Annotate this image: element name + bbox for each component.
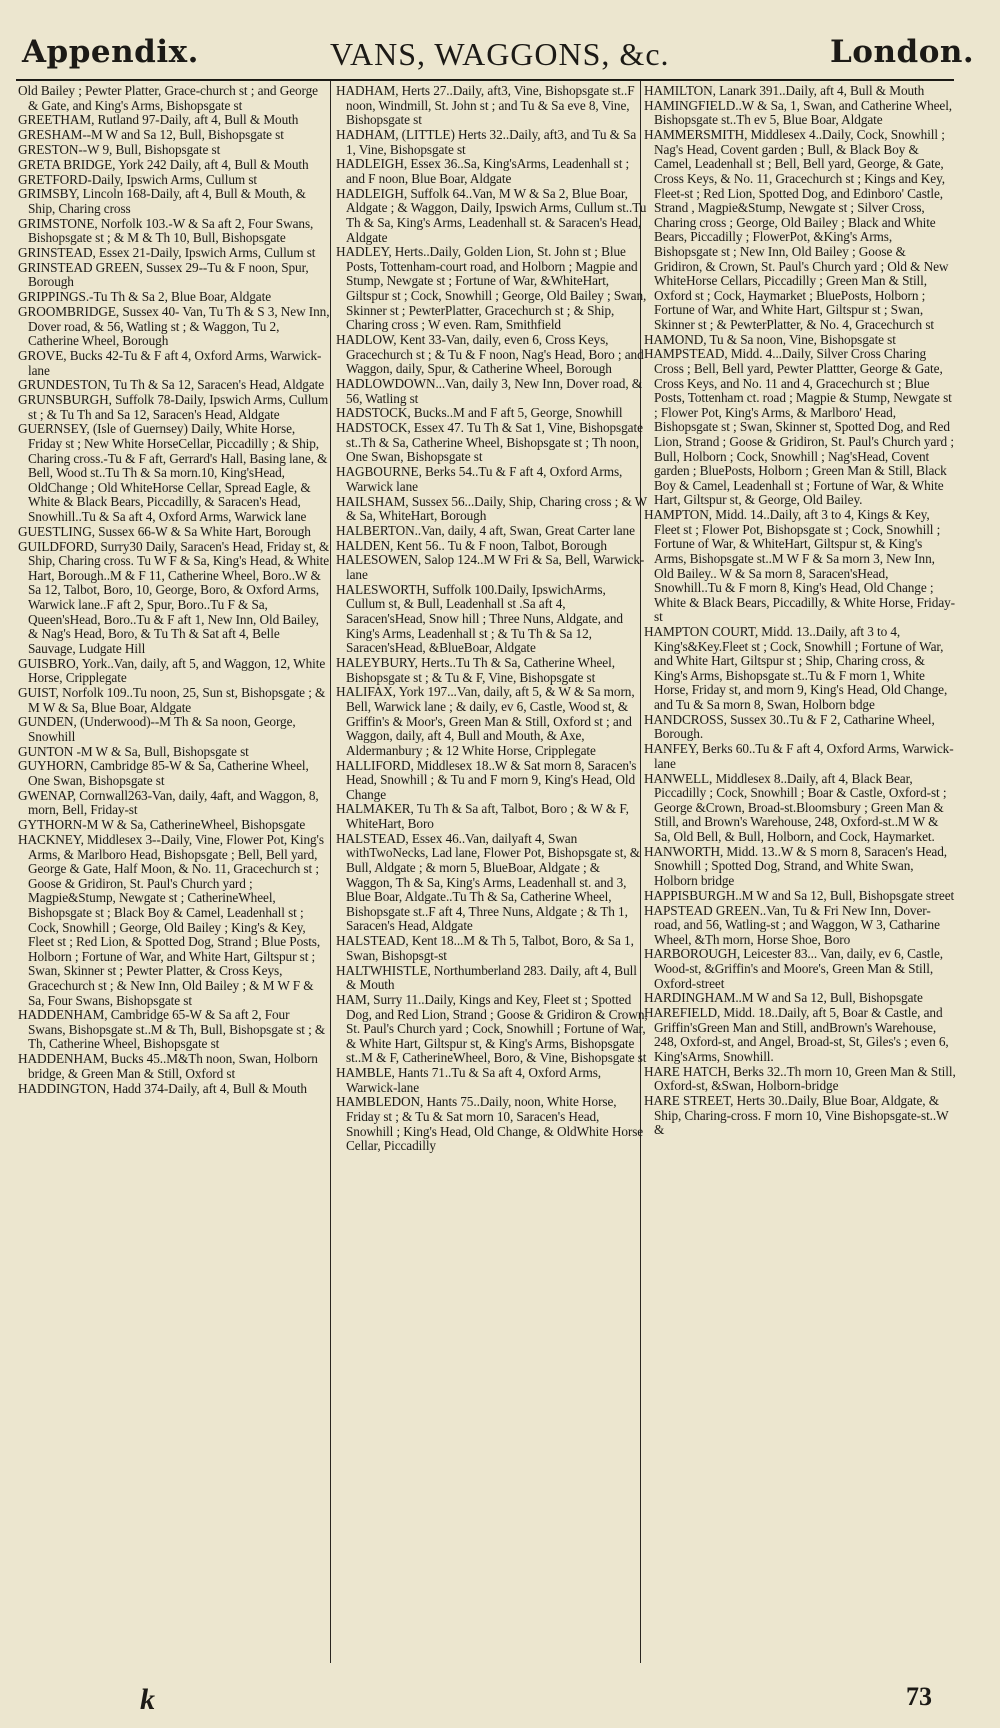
directory-entry: GRINSTEAD, Essex 21-Daily, Ipswich Arms, Cullum st	[18, 245, 316, 261]
directory-entry: HAM, Surry 11..Daily, Kings and Key, Fleet st ; Spotted Dog, and Red Lion, Strand ; Goose & Gridiron & Crown, St. Paul's Church yard ; Cock, Snowhill ; Fortune of War, & White Hart, Giltspur st, & King's Arms, Bishopsgate st..M & F, CatherineWheel, Boro, & Vine, Bishopsgate st	[336, 991, 648, 1066]
directory-entry: HALLIFORD, Middlesex 18..W & Sat morn 8, Saracen's Head, Snowhill ; & Tu and F morn 9, King's Head, Old Change	[336, 757, 637, 802]
directory-entry: HAREFIELD, Midd. 18..Daily, aft 5, Boar & Castle, and Griffin'sGreen Man and Still, andBrown's Warehouse, 248, Oxford-st, and Angel, Broad-st, St, Giles's ; even 6, King'sArms, Snowhill.	[644, 1005, 949, 1064]
header-title: VANS, WAGGONS, &c.	[330, 36, 670, 72]
directory-entry: HAMPTON, Midd. 14..Daily, aft 3 to 4, Kings & Key, Fleet st ; Flower Pot, Bishopsgate st ; Cock, Snowhill ; Fortune of War, & WhiteHart, Giltspur st, & King's Arms, Bishopsgate st..M W F & Sa morn 3, New Inn, Old Bailey.. W & Sa morn 8, Saracen'sHead, Snowhill..Tu & F morn 8, King's Head, Old Change ; White & Black Bears, Piccadilly, & White Horse, Friday-st	[644, 507, 955, 625]
directory-entry: GROOMBRIDGE, Sussex 40- Van, Tu Th & S 3, New Inn, Dover road, & 56, Watling st ; & Waggon, Tu 2, Catherine Wheel, Borough	[18, 303, 330, 349]
directory-entry: GUERNSEY, (Isle of Guernsey) Daily, White Horse, Friday st ; New White HorseCellar, Piccadilly ; & Ship, Charing cross.-Tu & F aft, Gerrard's Hall, Basing lane, & Bell, Wood st..Tu Th & Sa morn.10, King'sHead, OldChange ; Old WhiteHorse Cellar, Spread Eagle, & White & Black Bears, Piccadilly, & Saracen's Head, Snowhill..Tu & Sa aft 4, Oxford Arms, Warwick lane	[18, 421, 328, 525]
directory-entry: GUIST, Norfolk 109..Tu noon, 25, Sun st, Bishopsgate ; & M W & Sa, Blue Boar, Aldgate	[18, 684, 326, 715]
directory-entry: GRINSTEAD GREEN, Sussex 29--Tu & F noon, Spur, Borough	[18, 259, 309, 290]
directory-entry: GWENAP, Cornwall263-Van, daily, 4aft, and Waggon, 8, morn, Bell, Friday-st	[18, 787, 319, 818]
header-london: London.	[830, 34, 975, 70]
column-divider-1	[330, 81, 331, 1663]
directory-entry: HALDEN, Kent 56.. Tu & F noon, Talbot, Borough	[336, 537, 607, 553]
directory-entry: HADHAM, (LITTLE) Herts 32..Daily, aft3, and Tu & Sa 1, Vine, Bishopsgate st	[336, 126, 637, 157]
directory-entry: HARDINGHAM..M W and Sa 12, Bull, Bishopsgate	[644, 990, 923, 1006]
directory-entry: HADDENHAM, Bucks 45..M&Th noon, Swan, Holborn bridge, & Green Man & Still, Oxford st	[18, 1051, 318, 1081]
directory-entry: GYTHORN-M W & Sa, CatherineWheel, Bishopsgate	[18, 817, 306, 833]
directory-entry: HALESWORTH, Suffolk 100.Daily, IpswichArms, Cullum st, & Bull, Leadenhall st .Sa aft 4, Saracen'sHead, Snow hill ; Three Nuns, Aldgate, and King's Arms, Leadenhall st ; & Tu Th & Sa 12, Saracen'sHead, &BlueBoar, Aldgate	[336, 581, 623, 656]
directory-entry: HAMPTON COURT, Midd. 13..Daily, aft 3 to 4, King's&Key.Fleet st ; Cock, Snowhill ; Fortune of War, and White Hart, Giltspur st ; Ship, Charing cross, & King's Arms, Bishopsgate st..Tu & F morn 1, White Horse, Friday st, and morn 9, King's Head, Old Change, and Tu & Sa morn 8, Swan, Holborn bdge	[644, 624, 948, 713]
directory-entry: GREETHAM, Rutland 97-Daily, aft 4, Bull & Mouth	[18, 112, 299, 128]
directory-entry: HANDCROSS, Sussex 30..Tu & F 2, Catharine Wheel, Borough.	[644, 711, 935, 742]
directory-entry: HALMAKER, Tu Th & Sa aft, Talbot, Boro ; & W & F, WhiteHart, Boro	[336, 801, 629, 832]
directory-entry: GUNTON -M W & Sa, Bull, Bishopsgate st	[18, 743, 249, 759]
directory-entry: HARE HATCH, Berks 32..Th morn 10, Green Man & Still, Oxford-st, &Swan, Holborn-bridge	[644, 1063, 956, 1094]
directory-entry: GUISBRO, York..Van, daily, aft 5, and Waggon, 12, White Horse, Cripplegate	[18, 655, 326, 686]
directory-entry: GUESTLING, Sussex 66-W & Sa White Hart, Borough	[18, 523, 311, 539]
directory-entry: GRIMSTONE, Norfolk 103.-W & Sa aft 2, Four Swans, Bishopsgate st ; & M & Th 10, Bull, Bishopsgate	[18, 215, 314, 246]
directory-entry: HADDENHAM, Cambridge 65-W & Sa aft 2, Four Swans, Bishopsgate st..M & Th, Bull, Bishopsgate st ; & Th, Catherine Wheel, Bishopsgate st	[18, 1007, 326, 1052]
directory-entry: HALEYBURY, Herts..Tu Th & Sa, Catherine Wheel, Bishopsgate st ; & Tu & F, Vine, Bishopsgate st	[336, 654, 615, 685]
directory-entry: HAMPSTEAD, Midd. 4...Daily, Silver Cross Charing Cross ; Bell, Bell yard, Pewter Plattter, George & Gate, Cross Keys, and No. 11 and 4, Gracechurch st ; Blue Posts, Tottenham ct. road ; Magpie & Stump, Newgate st ; Flower Pot, King's Arms, & Marlboro' Head, Bishopsgate st ; Swan, Skinner st, Spotted Dog, and Red Lion, Strand ; Goose & Gridiron, St. Paul's Church yard ; Bull, Holborn ; Cock, Snowhill ; Nag'sHead, Covent garden ; BluePosts, Holborn ; Green Man & Still, Black Boy & Camel, Leadenhall st ; Fortune of War, & White Hart, Giltspur st, & George, Old Bailey.	[644, 346, 954, 508]
directory-entry: GRESTON--W 9, Bull, Bishopsgate st	[18, 141, 221, 157]
directory-entry: HAILSHAM, Sussex 56...Daily, Ship, Charing cross ; & W & Sa, WhiteHart, Borough	[336, 493, 647, 524]
directory-entry: HALBERTON..Van, daily, 4 aft, Swan, Great Carter lane	[336, 522, 635, 538]
directory-entry: HAPSTEAD GREEN..Van, Tu & Fri New Inn, Dover-road, and 56, Watling-st ; and Waggon, W 3, Catharine Wheel, &Th morn, Horse Shoe, Boro	[644, 902, 940, 947]
header-appendix: Appendix.	[22, 34, 199, 70]
directory-entry: HADLEIGH, Essex 36..Sa, King'sArms, Leadenhall st ; and F noon, Blue Boar, Aldgate	[336, 156, 630, 186]
directory-entry: GUILDFORD, Surry30 Daily, Saracen's Head, Friday st, & Ship, Charing cross. Tu W F & Sa, King's Head, & White Hart, Borough..M & F 11, Catherine Wheel, Boro..W & Sa 12, Talbot, Boro, 10, George, Boro, & Oxford Arms, Warwick lane..F aft 2, Spur, Boro..Tu F & Sa, Queen'sHead, Boro..Tu & F aft 1, New Inn, Old Bailey, & Nag's Head, Boro, & Tu Th & Sat aft 4, Belle Sauvage, Ludgate Hill	[18, 538, 330, 656]
directory-entry: HANFEY, Berks 60..Tu & F aft 4, Oxford Arms, Warwick-lane	[644, 741, 954, 771]
directory-entry: HACKNEY, Middlesex 3--Daily, Vine, Flower Pot, King's Arms, & Marlboro Head, Bishopsgate ; Bell, Bell yard, George & Gate, Half Moon, & No. 11, Gracechurch st ; Goose & Gridiron, St. Paul's Church yard ; Magpie&Stump, Newgate st ; CatherineWheel, Bishopsgate st ; Black Boy & Camel, Leadenhall st ; Cock, Snowhill ; George, Old Bailey ; King's & Key, Fleet st ; Red Lion, & Spotted Dog, Strand ; Blue Posts, Holborn ; Fortune of War, and White Hart, Giltspur st ; Swan, Skinner st ; Pewter Platter, & Cross Keys, Gracechurch st ; & New Inn, Old Bailey ; & M W F & Sa, Four Swans, Bishopsgate st	[18, 831, 324, 1008]
directory-entry: HANWELL, Middlesex 8..Daily, aft 4, Black Bear, Piccadilly ; Cock, Snowhill ; Boar & Castle, Oxford-st ; George &Crown, Broad-st.Bloomsbury ; Green Man & Still, and Brown's Warehouse, 248, Oxford-st..M W & Sa, Old Bell, & Bull, Holborn, and Cock, Haymarket.	[644, 770, 947, 844]
directory-entry: HADLEIGH, Suffolk 64..Van, M W & Sa 2, Blue Boar, Aldgate ; & Waggon, Daily, Ipswich Arms, Cullum st..Tu Th & Sa, King's Arms, Leadenhall st. & Saracen's Head, Aldgate	[336, 185, 647, 245]
directory-entry: HADLOWDOWN...Van, daily 3, New Inn, Dover road, & 56, Watling st	[336, 376, 643, 406]
directory-entry: HARE STREET, Herts 30..Daily, Blue Boar, Aldgate, & Ship, Charing-cross. F morn 10, Vine Bishopsgate-st..W &	[644, 1093, 949, 1138]
directory-entry: HAGBOURNE, Berks 54..Tu & F aft 4, Oxford Arms, Warwick lane	[336, 464, 623, 494]
column-3	[644, 84, 956, 1666]
directory-entry: GRETA BRIDGE, York 242 Daily, aft 4, Bull & Mouth	[18, 156, 309, 172]
directory-entry: GUNDEN, (Underwood)--M Th & Sa noon, George, Snowhill	[18, 714, 296, 744]
directory-entry: GRETFORD-Daily, Ipswich Arms, Cullum st	[18, 171, 258, 187]
directory-entry: HAMOND, Tu & Sa noon, Vine, Bishopsgate st	[644, 331, 896, 347]
directory-entry: HAMMERSMITH, Middlesex 4..Daily, Cock, Snowhill ; Nag's Head, Covent garden ; Bull, & Black Boy & Camel, Leadenhall st ; Bell, Bell yard, George, & Gate, Cross Keys, & No. 11, Gracechurch st ; Kings and Key, Fleet-st ; Red Lion, Spotted Dog, and Edinboro' Castle, Strand , Magpie&Stump, Newgate st ; Silver Cross, Charing cross ; George, Old Bailey ; Black and White Bears, Piccadilly ; FlowerPot, &King's Arms, Bishopsgate st ; New Inn, Old Bailey ; Goose & Gridiron, & Crown, St. Paul's Church yard ; Old & New WhiteHorse Cellars, Piccadilly ; Green Man & Still, Oxford st ; Cock, Haymarket ; BluePosts, Holborn ; Fortune of War, and White Hart, Giltspur st ; Swan, Skinner st ; & PewterPlatter, & No. 4, Gracechurch st	[644, 127, 949, 332]
directory-entry: HAMBLE, Hants 71..Tu & Sa aft 4, Oxford Arms, Warwick-lane	[336, 1065, 602, 1095]
directory-entry: HALSTEAD, Kent 18...M & Th 5, Talbot, Boro, & Sa 1, Swan, Bishopsgt-st	[336, 933, 634, 963]
signature-mark: k	[140, 1683, 155, 1716]
directory-entry: GRESHAM--M W and Sa 12, Bull, Bishopsgate st	[18, 127, 284, 143]
page-header	[0, 30, 1000, 80]
directory-entry: GRIMSBY, Lincoln 168-Daily, aft 4, Bull & Mouth, & Ship, Charing cross	[18, 186, 306, 216]
directory-entry: HALESOWEN, Salop 124..M W Fri & Sa, Bell, Warwick-lane	[336, 552, 645, 583]
directory-entry: HAPPISBURGH..M W and Sa 12, Bull, Bishopsgate street	[644, 887, 955, 903]
directory-entry: HAMINGFIELD..W & Sa, 1, Swan, and Catherine Wheel, Bishopsgate st..Th ev 5, Blue Boar, Aldgate	[644, 97, 953, 128]
directory-entry: GRIPPINGS.-Tu Th & Sa 2, Blue Boar, Aldgate	[18, 289, 271, 305]
directory-entry: HAMBLEDON, Hants 75..Daily, noon, White Horse, Friday st ; & Tu & Sat morn 10, Saracen's Head, Snowhill ; King's Head, Old Change, & OldWhite Horse Cellar, Piccadilly	[336, 1094, 644, 1154]
directory-entry: GRUNSBURGH, Suffolk 78-Daily, Ipswich Arms, Cullum st ; & Tu Th and Sa 12, Saracen's Head, Aldgate	[18, 392, 329, 422]
directory-entry: HADHAM, Herts 27..Daily, aft3, Vine, Bishopsgate st..F noon, Windmill, St. John st ; and Tu & Sa eve 8, Vine, Bishopsgate st	[336, 84, 635, 128]
directory-entry: HALSTEAD, Essex 46..Van, dailyaft 4, Swan withTwoNecks, Lad lane, Flower Pot, Bishopsgate st, & Bull, Aldgate ; & morn 5, BlueBoar, Aldgate ; & Waggon, Th & Sa, King's Arms, Leadenhall st. and 3, Blue Boar, Aldgate..Tu Th & Sa, Catherine Wheel, Bishopsgate st..F aft 4, Three Nuns, Aldgate ; & Th 1, Saracen's Head, Aldgate	[336, 830, 641, 934]
directory-entry: HADSTOCK, Bucks..M and F aft 5, George, Snowhill	[336, 405, 623, 421]
directory-entry: GROVE, Bucks 42-Tu & F aft 4, Oxford Arms, Warwick-lane	[18, 347, 322, 378]
header-rule	[16, 79, 954, 81]
directory-entry: HAMILTON, Lanark 391..Daily, aft 4, Bull & Mouth	[644, 84, 925, 98]
directory-entry: HADSTOCK, Essex 47. Tu Th & Sat 1, Vine, Bishopsgate st..Th & Sa, Catherine Wheel, Bishopsgate st ; Th noon, One Swan, Bishopsgate st	[336, 420, 643, 465]
directory-entry: HADLEY, Herts..Daily, Golden Lion, St. John st ; Blue Posts, Tottenham-court road, and Holborn ; Magpie and Stump, Newgate st ; Fortune of War, &WhiteHart, Giltspur st ; Cock, Snowhill ; George, Old Bailey ; Swan, Skinner st ; PewterPlatter, Gracechurch st ; & Ship, Charing cross ; W even. Ram, Smithfield	[336, 244, 647, 333]
column-1	[18, 84, 330, 1666]
page-number: 73	[906, 1682, 932, 1711]
directory-entry: GRUNDESTON, Tu Th & Sa 12, Saracen's Head, Aldgate	[18, 377, 325, 393]
directory-entry: HARBOROUGH, Leicester 83... Van, daily, ev 6, Castle, Wood-st, &Griffin's and Moore's, Green Man & Still, Oxford-street	[644, 946, 944, 991]
directory-entry: HALIFAX, York 197...Van, daily, aft 5, & W & Sa morn, Bell, Warwick lane ; & daily, ev 6, Castle, Wood st, & Griffin's & Moor's, Green Man & Still, Oxford st ; and Waggon, daily, aft 4, Bull and Mouth, & Axe, Aldermanbury ; & 12 White Horse, Cripplegate	[336, 684, 635, 758]
directory-entry: HADLOW, Kent 33-Van, daily, even 6, Cross Keys, Gracechurch st ; & Tu & F noon, Nag's Head, Boro ; and Waggon, daily, Spur, & Catherine Wheel, Borough	[336, 332, 644, 377]
directory-entry: Old Bailey ; Pewter Platter, Grace-church st ; and George & Gate, and King's Arms, Bishopsgate st	[18, 84, 318, 113]
directory-entry: HADDINGTON, Hadd 374-Daily, aft 4, Bull & Mouth	[18, 1080, 307, 1096]
column-2	[336, 84, 648, 1666]
directory-entry: HALTWHISTLE, Northumberland 283. Daily, aft 4, Bull & Mouth	[336, 962, 637, 993]
directory-entry: GUYHORN, Cambridge 85-W & Sa, Catherine Wheel, One Swan, Bishopsgate st	[18, 758, 309, 789]
directory-entry: HANWORTH, Midd. 13..W & S morn 8, Saracen's Head, Snowhill ; Spotted Dog, Strand, and White Swan, Holborn bridge	[644, 843, 947, 888]
